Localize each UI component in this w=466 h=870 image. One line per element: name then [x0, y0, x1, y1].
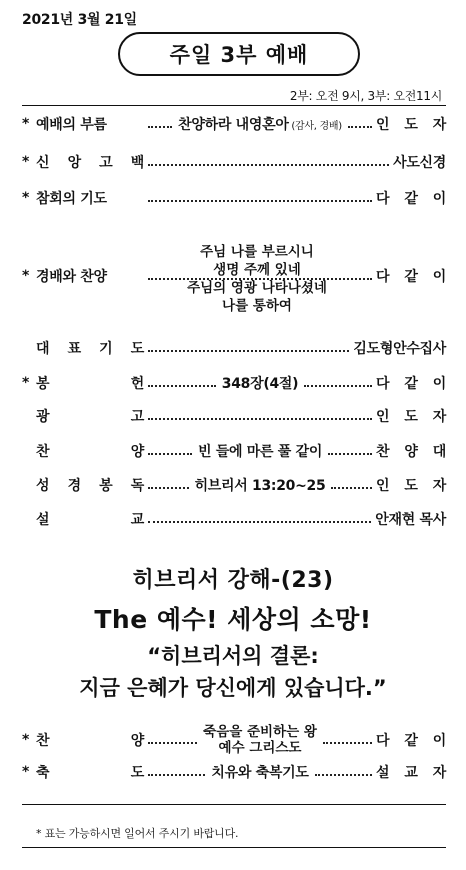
dot-leader: [148, 487, 189, 489]
leader-part: 찬: [376, 444, 390, 460]
leader-part: 이: [432, 733, 446, 749]
order-item-label: [36, 509, 144, 529]
order-item-label: [36, 762, 144, 782]
order-item-leader: [376, 373, 446, 393]
leader-part: 도: [404, 409, 418, 425]
label-part: 광: [36, 409, 50, 425]
lyric-line: 주님의 영광 나타나셨네: [187, 280, 327, 296]
dot-leader: [148, 164, 389, 166]
leader-part: 자: [432, 765, 446, 781]
leader-part: 같: [404, 733, 418, 749]
dot-leader: [348, 126, 372, 128]
order-item-label: [36, 266, 144, 286]
leader-part: 대: [432, 444, 446, 460]
order-item-label: [36, 152, 144, 172]
order-row: [22, 114, 446, 134]
dot-leader: [148, 200, 372, 202]
label-part: 양: [130, 733, 144, 749]
order-item-detail: 히브리서 13:20~25: [194, 478, 326, 494]
order-row: [22, 509, 446, 529]
leader-part: 자: [432, 478, 446, 494]
order-row: [22, 373, 446, 393]
standing-marker: *: [22, 190, 30, 206]
sermon-subtitle-1: “히브리서의 결론:: [147, 644, 319, 668]
order-row: [22, 762, 446, 782]
leader-part: 이: [432, 191, 446, 207]
leader-part: 설: [376, 765, 390, 781]
lyric-line: 나를 통하여: [222, 298, 292, 314]
service-title-box: [118, 32, 360, 76]
leader-part: 다: [376, 269, 390, 285]
dot-leader: [148, 126, 172, 128]
label-part: 축: [36, 765, 50, 781]
detail-line: 예수 그리스도: [218, 740, 302, 756]
dot-leader: [328, 453, 372, 455]
leader-part: 이: [432, 269, 446, 285]
order-item-label: [36, 441, 144, 461]
label-part: 참회의 기도: [36, 191, 107, 207]
label-part: 도: [130, 341, 144, 357]
order-item-detail: 찬양하라 내영혼아 (감사, 경배): [178, 117, 342, 133]
order-item-leader: [376, 406, 446, 426]
label-part: 헌: [130, 376, 144, 392]
bottom-divider-2: [22, 847, 446, 848]
label-part: 예배의 부름: [36, 117, 107, 133]
label-part: 독: [130, 478, 144, 494]
label-part: 찬: [36, 444, 50, 460]
label-part: 앙: [67, 155, 81, 171]
label-part: 양: [130, 444, 144, 460]
leader-part: 양: [404, 444, 418, 460]
order-item-leader: [376, 762, 446, 782]
label-part: 봉: [99, 478, 113, 494]
label-part: 성: [36, 478, 50, 494]
standing-marker: *: [22, 116, 30, 132]
dot-leader: [148, 418, 372, 420]
leader-part: 같: [404, 376, 418, 392]
order-row: [22, 724, 446, 756]
leader-part: 도: [404, 478, 418, 494]
detail-line: 죽음을 준비하는 왕: [203, 724, 317, 740]
label-part: 도: [130, 765, 144, 781]
dot-leader: [148, 385, 216, 387]
label-part: 경: [67, 478, 81, 494]
label-part: 대: [36, 341, 50, 357]
leader-part: 같: [404, 269, 418, 285]
leader-part: 인: [376, 409, 390, 425]
service-times: 2부: 오전 9시, 3부: 오전11시: [289, 89, 442, 103]
leader-part: 자: [432, 409, 446, 425]
leader-part: 인: [376, 478, 390, 494]
label-part: 고: [130, 409, 144, 425]
order-item-label: [36, 114, 144, 134]
order-item-label: [36, 475, 144, 495]
order-item-leader: [376, 475, 446, 495]
order-item-leader: [376, 730, 446, 750]
order-item-detail: [201, 724, 319, 756]
label-part: 교: [130, 512, 144, 528]
order-row: [22, 475, 446, 495]
order-item-leader: [376, 441, 446, 461]
dot-leader: [148, 521, 371, 523]
sermon-title: The 예수! 세상의 소망!: [94, 605, 372, 634]
label-part: 봉: [36, 376, 50, 392]
bulletin-date: 2021년 3월 21일: [22, 12, 137, 28]
leader-part: 다: [376, 191, 390, 207]
order-row: [22, 406, 446, 426]
standing-marker: *: [22, 732, 30, 748]
order-row: [22, 441, 446, 461]
order-item-label: [36, 406, 144, 426]
order-row: [22, 152, 446, 172]
sermon-series: 히브리서 강해-(23): [132, 568, 334, 593]
lyric-line: 주님 나를 부르시니: [200, 244, 314, 260]
label-part: 설: [36, 512, 50, 528]
order-item-leader: [376, 188, 446, 208]
leader-part: 안재현 목사: [375, 512, 446, 528]
standing-marker: *: [22, 154, 30, 170]
label-part: 기: [99, 341, 113, 357]
label-part: 경배와 찬양: [36, 269, 107, 285]
label-part: 찬: [36, 733, 50, 749]
order-item-leader: [376, 266, 446, 286]
dot-leader: [323, 742, 372, 744]
leader-part: 같: [404, 191, 418, 207]
order-item-detail: 348장(4절): [221, 376, 299, 392]
order-item-leader: [393, 152, 446, 172]
bottom-divider: [22, 804, 446, 805]
order-item-leader: [353, 338, 446, 358]
order-item-label: [36, 188, 144, 208]
leader-part: 사도신경: [393, 155, 446, 171]
leader-part: 다: [376, 376, 390, 392]
dot-leader: [148, 453, 192, 455]
leader-part: 자: [432, 117, 446, 133]
label-part: 신: [36, 155, 50, 171]
order-item-label: [36, 730, 144, 750]
top-divider: [22, 105, 446, 106]
footnote: * 표는 가능하시면 일어서 주시기 바랍니다.: [36, 827, 239, 840]
label-part: 표: [67, 341, 81, 357]
sermon-subtitle-2: 지금 은혜가 당신에게 있습니다.”: [79, 676, 387, 700]
leader-part: 도: [404, 117, 418, 133]
standing-marker: *: [22, 764, 30, 780]
dot-leader: [148, 350, 349, 352]
leader-part: 교: [404, 765, 418, 781]
leader-part: 이: [432, 376, 446, 392]
dot-leader: [148, 774, 205, 776]
leader-part: 다: [376, 733, 390, 749]
order-item-label: [36, 338, 144, 358]
worship-song-lyrics: [168, 243, 346, 315]
standing-marker: *: [22, 375, 30, 391]
service-title: 주일 3부 예배: [169, 43, 309, 67]
order-item-leader: [375, 509, 446, 529]
label-part: 백: [130, 155, 144, 171]
dot-leader: [331, 487, 372, 489]
dot-leader: [315, 774, 372, 776]
lyric-line: 생명 주께 있네: [213, 262, 301, 278]
order-item-detail: 치유와 축복기도: [211, 765, 309, 781]
dot-leader: [148, 742, 197, 744]
dot-leader: [304, 385, 372, 387]
leader-part: 김도형안수집사: [353, 341, 446, 357]
order-item-note: (감사, 경배): [288, 121, 342, 132]
order-item-label: [36, 373, 144, 393]
order-item-leader: [376, 114, 446, 134]
order-row: [22, 188, 446, 208]
order-item-detail: 빈 들에 마른 풀 같이: [197, 444, 323, 460]
order-row: [22, 338, 446, 358]
standing-marker: *: [22, 268, 30, 284]
label-part: 고: [99, 155, 113, 171]
leader-part: 인: [376, 117, 390, 133]
